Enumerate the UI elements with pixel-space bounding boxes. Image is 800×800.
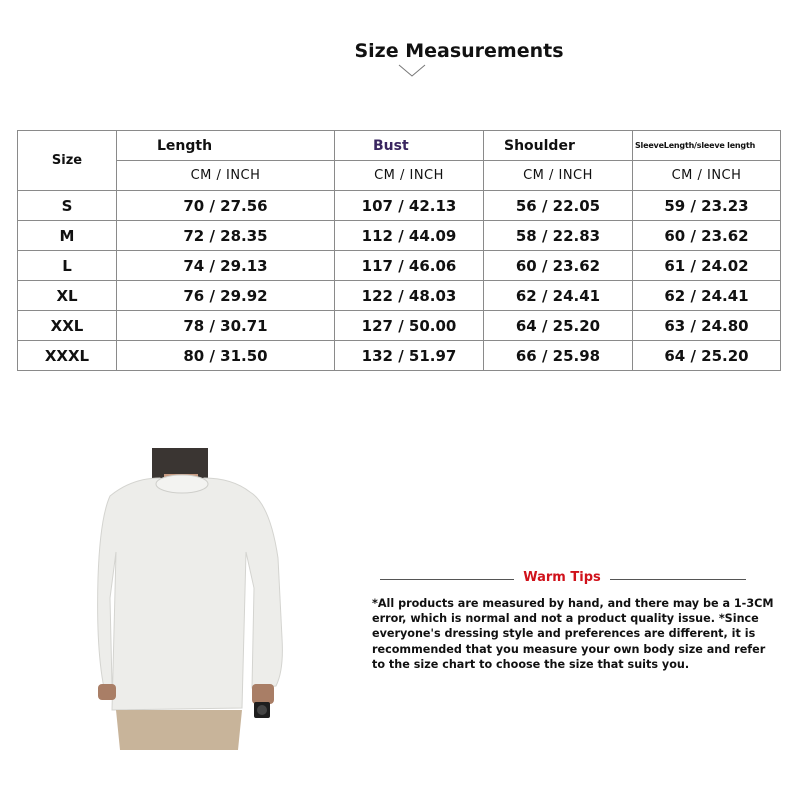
table-row [18,251,781,281]
page-title: Size Measurements [354,40,564,62]
cell-bust: 122 / 48.03 [335,281,484,311]
watch-face-shape [257,705,267,715]
tips-line: *All products are measured by hand, and there may be a 1-3CM [372,597,774,610]
column-header-length: Length [117,131,335,161]
cell-sleeve-length: 64 / 25.20 [633,341,781,371]
cell-shoulder: 64 / 25.20 [484,311,633,341]
table-row [18,341,781,371]
cell-length: 80 / 31.50 [117,341,335,371]
cell-bust: 112 / 44.09 [335,221,484,251]
cell-sleeve-length: 61 / 24.02 [633,251,781,281]
cell-sleeve-length: 63 / 24.80 [633,311,781,341]
model-left-hand-shape [98,684,116,700]
cell-bust: 132 / 51.97 [335,341,484,371]
tips-line: everyone's dressing style and preferences are different, it is [372,627,756,641]
cell-shoulder: 58 / 22.83 [484,221,633,251]
table-row [18,191,781,221]
cell-bust: 127 / 50.00 [335,311,484,341]
cell-shoulder: 62 / 24.41 [484,281,633,311]
cell-sleeve-length: 62 / 24.41 [633,281,781,311]
table-header-row [18,131,781,161]
size-label: XXXL [18,341,117,371]
cell-sleeve-length: 60 / 23.62 [633,221,781,251]
cell-length: 72 / 28.35 [117,221,335,251]
cell-shoulder: 60 / 23.62 [484,251,633,281]
chevron-down-icon [398,64,426,78]
size-column-header: Size [18,131,117,191]
shirt-illustration [92,448,312,750]
cell-shoulder: 66 / 25.98 [484,341,633,371]
shirt-collar-shape [156,475,208,493]
tips-divider-right [610,579,746,580]
size-label: XXL [18,311,117,341]
column-header-sleeve-length: SleeveLength/sleeve length [633,131,781,161]
table-row [18,221,781,251]
table-row [18,311,781,341]
tips-divider-left [380,579,514,580]
table-row [18,281,781,311]
cell-sleeve-length: 59 / 23.23 [633,191,781,221]
product-photo [92,448,312,750]
size-label: M [18,221,117,251]
size-label: L [18,251,117,281]
shirt-body-shape [98,478,283,710]
units-bust: CM / INCH [335,161,484,191]
size-label: XL [18,281,117,311]
warm-tips-text [372,596,782,672]
size-table [17,130,781,371]
cell-shoulder: 56 / 22.05 [484,191,633,221]
model-right-hand-shape [252,684,274,704]
units-sleeve-length: CM / INCH [633,161,781,191]
cell-bust: 117 / 46.06 [335,251,484,281]
cell-length: 74 / 29.13 [117,251,335,281]
table-units-row [18,161,781,191]
cell-length: 78 / 30.71 [117,311,335,341]
units-shoulder: CM / INCH [484,161,633,191]
column-header-shoulder: Shoulder [484,131,633,161]
cell-bust: 107 / 42.13 [335,191,484,221]
tips-line: recommended that you measure your own body size and refer [372,642,766,656]
tips-line: error, which is normal and not a product quality issue. *Since [372,612,759,626]
column-header-bust: Bust [335,131,484,161]
warm-tips-title: Warm Tips [523,570,601,585]
cell-length: 76 / 29.92 [117,281,335,311]
size-label: S [18,191,117,221]
units-length: CM / INCH [117,161,335,191]
cell-length: 70 / 27.56 [117,191,335,221]
pants-shape [116,710,242,750]
tips-line: to the size chart to choose the size that suits you. [372,657,690,671]
